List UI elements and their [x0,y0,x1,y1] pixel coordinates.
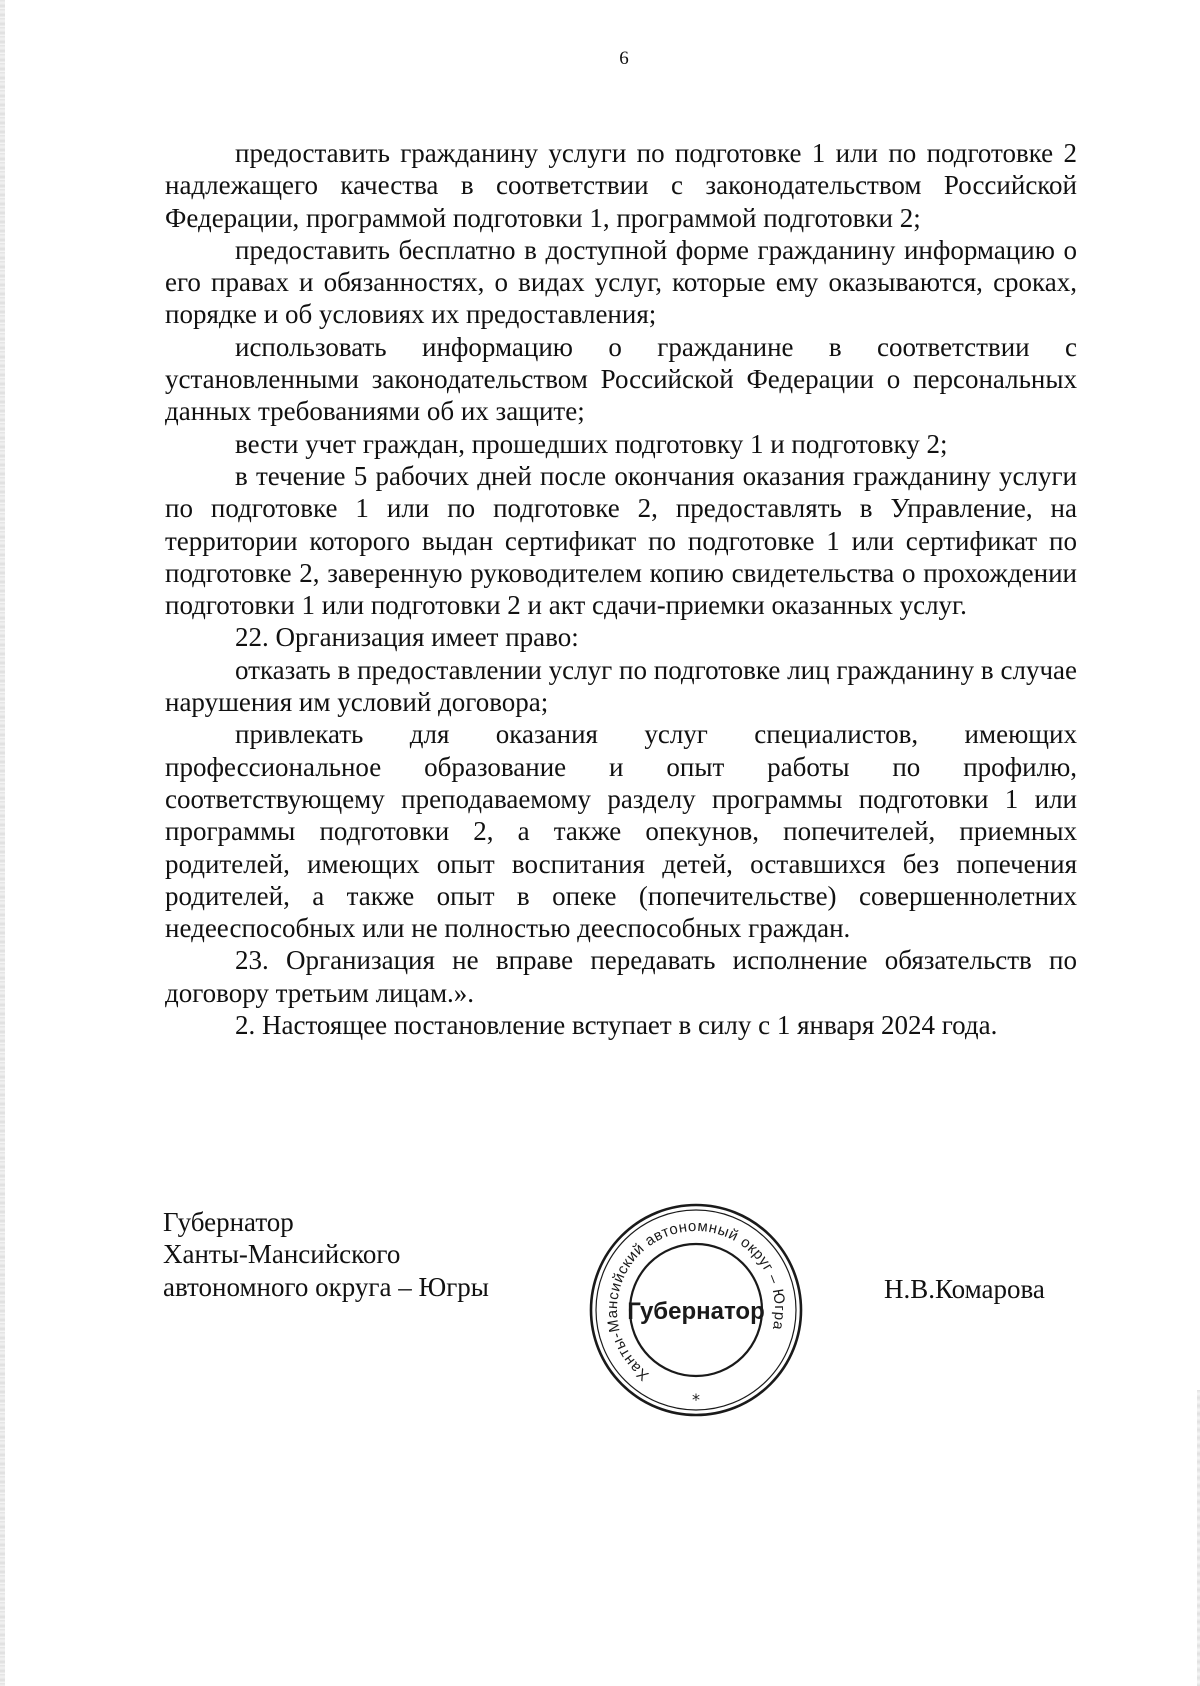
paragraph-10: 2. Настоящее постановление вступает в силу с 1 января 2024 года. [235,1010,998,1041]
paragraph-3: использовать информацию о гражданине в соответствии с установленными законодательством Российской Федерации о персональных данных требованиями об их защите; [165,331,1077,427]
paragraph-9: 23. Организация не вправе передавать исполнение обязательств по договору третьим лицам.». [165,945,1077,1008]
signer-name: Н.В.Комарова [884,1274,1045,1304]
paragraph-8: привлекать для оказания услуг специалистов, имеющих профессиональное образование и опыт работы по профилю, соответствующему преподаваемому разделу программы подготовки 1 или программы подготовки 2, а также опекунов, попечителей, приемных родителей, имеющих опыт воспитания детей, оставшихся без попечения родителей, а также опыт в опеке (попечительстве) совершеннолетних недееспособных или не полностью дееспособных граждан. [165,719,1077,944]
paragraph-5: в течение 5 рабочих дней после окончания оказания гражданину услуги по подготовке 1 или по подготовке 2, предоставлять в Управление, на территории которого выдан сертификат по подготовке 1 или сертификат по подготовке 2, заверенную руководителем копию свидетельства о прохождении подготовки 1 или подготовки 2 и акт сдачи-приемки оказанных услуг. [165,460,1077,621]
signature-title-line-1: Губернатор [163,1207,294,1237]
signature-title-line-2: Ханты-Мансийского [163,1239,401,1270]
signature-block [163,1206,489,1303]
seal-center-text: Губернатор [627,1298,765,1325]
page-number: 6 [619,48,629,69]
paragraph-6: 22. Организация имеет право: [235,622,579,653]
paragraph-1: предоставить гражданину услуги по подготовке 1 или по подготовке 2 надлежащего качества в соответствии с законодательством Российской Федерации, программой подготовки 1, программой подготовки 2; [165,138,1077,233]
paragraph-7: отказать в предоставлении услуг по подготовке лиц гражданину в случае нарушения им условий договора; [165,654,1077,718]
paragraph-4: вести учет граждан, прошедших подготовку 1 и подготовку 2; [235,428,948,459]
document-body [165,137,1077,1041]
governor-seal [587,1201,805,1419]
scan-edge-left [0,0,5,1686]
seal-star-icon: * [692,1390,700,1409]
seal-ring-text: Ханты-Мансийский автономный округ – Югра [603,1217,789,1385]
paragraph-2: предоставить бесплатно в доступной форме гражданину информацию о его правах и обязанностях, о видах услуг, которые ему оказываются, сроках, порядке и об условиях их предоставления; [165,234,1077,330]
signature-title-line-3: автономного округа – Югры [163,1271,489,1302]
